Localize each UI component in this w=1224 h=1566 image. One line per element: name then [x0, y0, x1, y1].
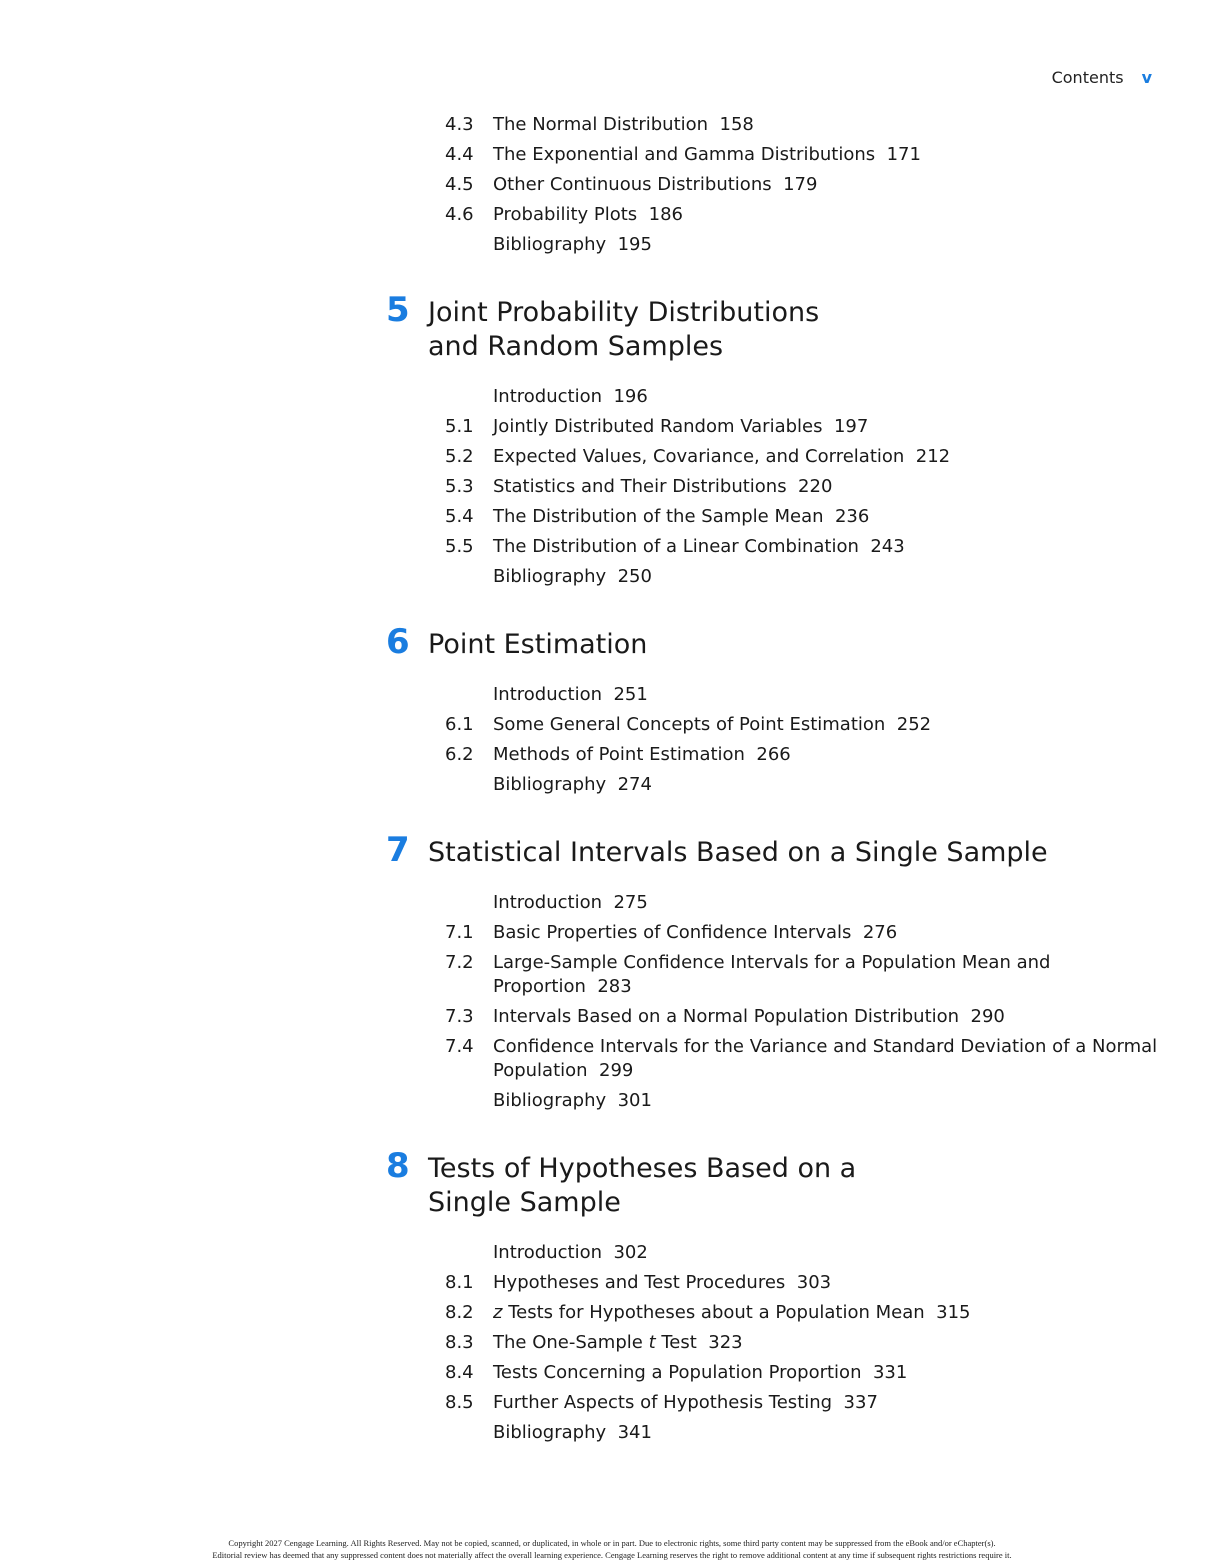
toc-entry-introduction[interactable]: Introduction 275: [493, 892, 648, 913]
toc-entry[interactable]: 5.5 The Distribution of a Linear Combination 243: [445, 536, 905, 557]
toc-entry[interactable]: 6.2 Methods of Point Estimation 266: [445, 744, 791, 765]
toc-entry[interactable]: 5.1 Jointly Distributed Random Variables 197: [445, 416, 869, 437]
chapter-number: 8: [386, 1146, 410, 1186]
toc-entry[interactable]: 7.2 Large-Sample Confidence Intervals for a Population Mean and Proportion 283: [445, 952, 1051, 997]
chapter-title[interactable]: Joint Probability Distributions and Random Samples: [428, 297, 820, 362]
toc-entry[interactable]: 8.4 Tests Concerning a Population Proportion 331: [445, 1362, 908, 1383]
chapter-title[interactable]: Point Estimation: [428, 629, 648, 660]
toc-entry[interactable]: 5.3 Statistics and Their Distributions 220: [445, 476, 833, 497]
footer-line: Copyright 2027 Cengage Learning. All Rights Reserved. May not be copied, scanned, or duplicated, in whole or in part. Due to electronic rights, some third party content may be suppressed from the eBook and/or eChapter(s).: [228, 1538, 996, 1548]
toc-entry-bibliography[interactable]: Bibliography 274: [493, 774, 652, 795]
toc-entry[interactable]: 8.1 Hypotheses and Test Procedures 303: [445, 1272, 832, 1293]
running-header: [1052, 68, 1152, 87]
toc-entry-introduction[interactable]: Introduction 251: [493, 684, 648, 705]
toc-entry[interactable]: 4.6 Probability Plots 186: [445, 204, 683, 225]
chapter-number: 6: [386, 622, 410, 662]
toc-entry[interactable]: 8.3 The One-Sample t Test 323: [445, 1332, 743, 1353]
chapter-title[interactable]: Statistical Intervals Based on a Single Sample: [428, 837, 1048, 868]
chapter-number: 7: [386, 830, 410, 870]
toc-entry[interactable]: 8.2 z Tests for Hypotheses about a Population Mean 315: [445, 1302, 971, 1323]
toc-entry[interactable]: 7.1 Basic Properties of Confidence Intervals 276: [445, 922, 898, 943]
footer-line: Editorial review has deemed that any suppressed content does not materially affect the overall learning experience. Cengage Learning reserves the right to remove additional content at any time if subsequent rights restrictions require it.: [212, 1550, 1012, 1560]
toc-entry[interactable]: 7.4 Confidence Intervals for the Variance and Standard Deviation of a Normal Population 299: [445, 1036, 1158, 1081]
header-page-number: v: [1141, 68, 1152, 87]
chapter-number: 5: [386, 290, 410, 330]
header-label: Contents: [1051, 68, 1124, 87]
toc-entry-bibliography[interactable]: Bibliography 301: [493, 1090, 652, 1111]
copyright-footer: [0, 1537, 1224, 1561]
toc-entry-introduction[interactable]: Introduction 196: [493, 386, 648, 407]
toc-entry-introduction[interactable]: Introduction 302: [493, 1242, 648, 1263]
toc-entry-bibliography[interactable]: Bibliography 250: [493, 566, 652, 587]
toc-entry[interactable]: 4.3 The Normal Distribution 158: [445, 114, 754, 135]
toc-entry[interactable]: 4.5 Other Continuous Distributions 179: [445, 174, 818, 195]
toc-entry[interactable]: 8.5 Further Aspects of Hypothesis Testing 337: [445, 1392, 878, 1413]
toc-entry[interactable]: 4.4 The Exponential and Gamma Distributions 171: [445, 144, 921, 165]
toc-entry-bibliography[interactable]: Bibliography 195: [493, 234, 652, 255]
toc-entry[interactable]: 5.2 Expected Values, Covariance, and Correlation 212: [445, 446, 951, 467]
chapter-title[interactable]: Tests of Hypotheses Based on a Single Sample: [428, 1153, 857, 1218]
toc-entry-bibliography[interactable]: Bibliography 341: [493, 1422, 652, 1443]
toc-entry[interactable]: 6.1 Some General Concepts of Point Estimation 252: [445, 714, 932, 735]
toc-entry[interactable]: 7.3 Intervals Based on a Normal Population Distribution 290: [445, 1006, 1005, 1027]
toc-entry[interactable]: 5.4 The Distribution of the Sample Mean 236: [445, 506, 870, 527]
